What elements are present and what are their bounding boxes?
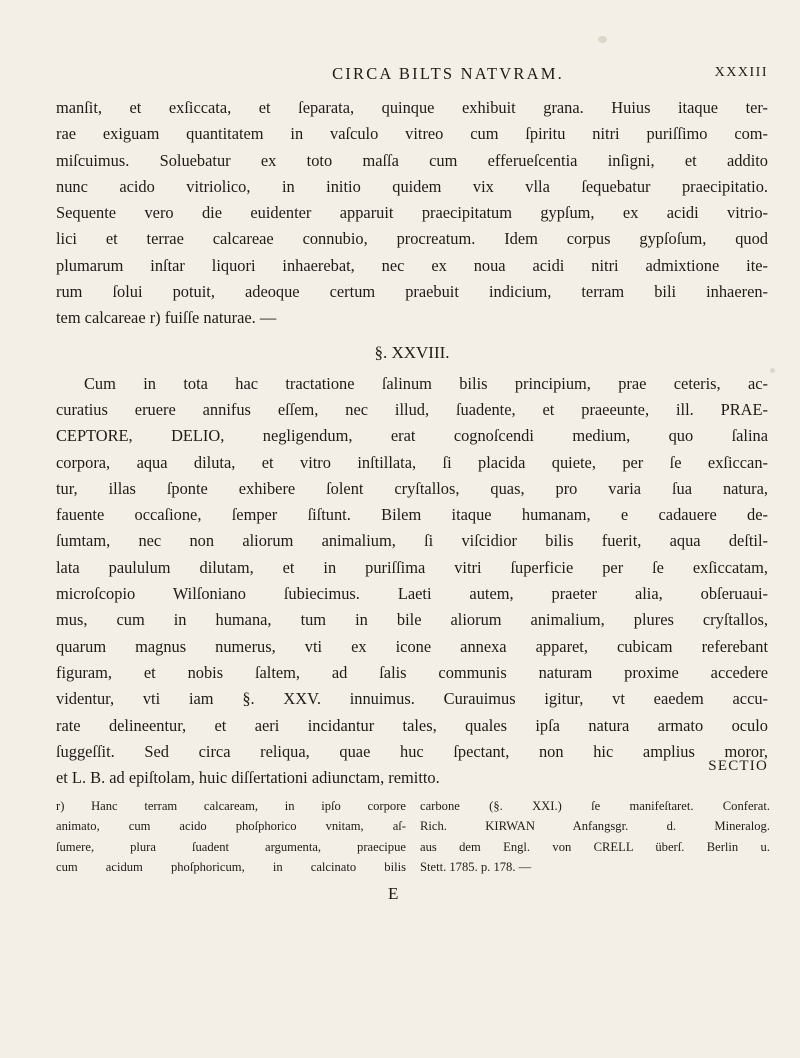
text-line: ſuggeſſit. Sed circa reliqua, quae huc ſpectant, non hic amplius moror, [56,741,768,761]
footnote-line: aus dem Engl. von CRELL überſ. Berlin u. [420,839,770,854]
text-line: CEPTORE, DELIO, negligendum, erat cognoſcendi medium, quo ſalina [56,426,768,446]
paragraph-1 [56,95,768,332]
footnote-line: animato, cum acido phoſphorico vnitam, aſ- [56,819,406,834]
footnote-column-left [56,796,406,877]
text-line: Sequente vero die euidenter apparuit praecipitatum gypſum, ex acidi vitrio- [56,203,768,223]
text-line: rum ſolui potuit, adeoque certum praebuit indicium, terram bili inhaeren- [56,282,768,302]
paragraph-2 [56,371,768,792]
text-line: lata paululum dilutam, et in puriſſima vitri ſuperficie per ſe exſiccatam, [56,557,768,577]
running-title: CIRCA BILTS NATVRAM. [332,64,564,83]
footnote-line: Rich. KIRWAN Anfangsgr. d. Mineralog. [420,819,770,834]
footnote-line: r) Hanc terram calcaream, in ipſo corpore [56,799,406,813]
catchword: SECTIO [708,758,768,774]
main-text [56,95,768,791]
text-line: manſit, et exſiccata, et ſeparata, quinque exhibuit grana. Huius itaque ter- [56,98,768,117]
text-line: microſcopio Wilſoniano ſubiecimus. Laeti autem, praeter alia, obſeruaui- [56,584,768,604]
signature-mark: E [388,884,399,903]
text-line: tur, illas ſponte exhibere ſolent cryſtallos, quas, pro varia ſua natura, [56,478,768,498]
text-line: miſcuimus. Soluebatur ex toto maſſa cum efferueſcentia inſigni, et addito [56,150,768,170]
text-line: nunc acido vitriolico, in initio quidem vix vlla ſequebatur praecipitatio. [56,176,768,196]
text-line: et L. B. ad epiſtolam, huic diſſertationi adiunctam, remitto. [56,768,440,788]
footnote-line: cum acidum phoſphoricum, in calcinato bilis [56,859,406,874]
page-number: XXXIII [714,65,768,80]
text-line: rate delineentur, et aeri incidantur tales, quales ipſa natura armato oculo [56,715,768,735]
footnote-line: Stett. 1785. p. 178. — [420,859,532,874]
footnote-line: carbone (§. XXI.) ſe manifeſtaret. Conferat. [420,799,770,813]
page-header [128,64,768,90]
text-line: videntur, vti iam §. XXV. innuimus. Curauimus igitur, vt eaedem accu- [56,689,768,709]
text-line: fauente occaſione, ſemper ſiſtunt. Bilem itaque humanam, e cadauere de- [56,505,768,525]
text-line: ſumtam, nec non aliorum animalium, ſi viſcidior bilis fuerit, aqua deſtil- [56,531,768,551]
text-line: corpora, aqua diluta, et vitro inſtillata, ſi placida quiete, per ſe exſiccan- [56,452,768,472]
text-line: quarum magnus numerus, vti ex icone annexa apparet, cubicam referebant [56,636,768,656]
footnote-line: ſumere, plura ſuadent argumenta, praecipue [56,839,406,854]
section-heading: §. XXVIII. [374,342,450,362]
text-line: tem calcareae r) fuiſſe naturae. — [56,308,277,328]
text-line: rae exiguam quantitatem in vaſculo vitreo cum ſpiritu nitri puriſſimo com- [56,124,768,144]
text-line: curatius eruere annifus eſſem, nec illud, ſuadente, et praeeunte, ill. PRAE- [56,399,768,419]
text-line: figuram, et nobis ſaltem, ad ſalis communis naturam proxime accedere [56,662,768,682]
text-line: lici et terrae calcareae connubio, procreatum. Idem corpus gypſoſum, quod [56,229,768,249]
text-line: Cum in tota hac tractatione ſalinum bilis principium, prae ceteris, ac- [84,373,768,393]
text-line: mus, cum in humana, tum in bile aliorum animalium, plures cryſtallos, [56,610,768,630]
text-line: plumarum inſtar liquori inhaerebat, nec ex noua acidi nitri admixtione ite- [56,255,768,275]
footnote-column-right [420,796,770,877]
